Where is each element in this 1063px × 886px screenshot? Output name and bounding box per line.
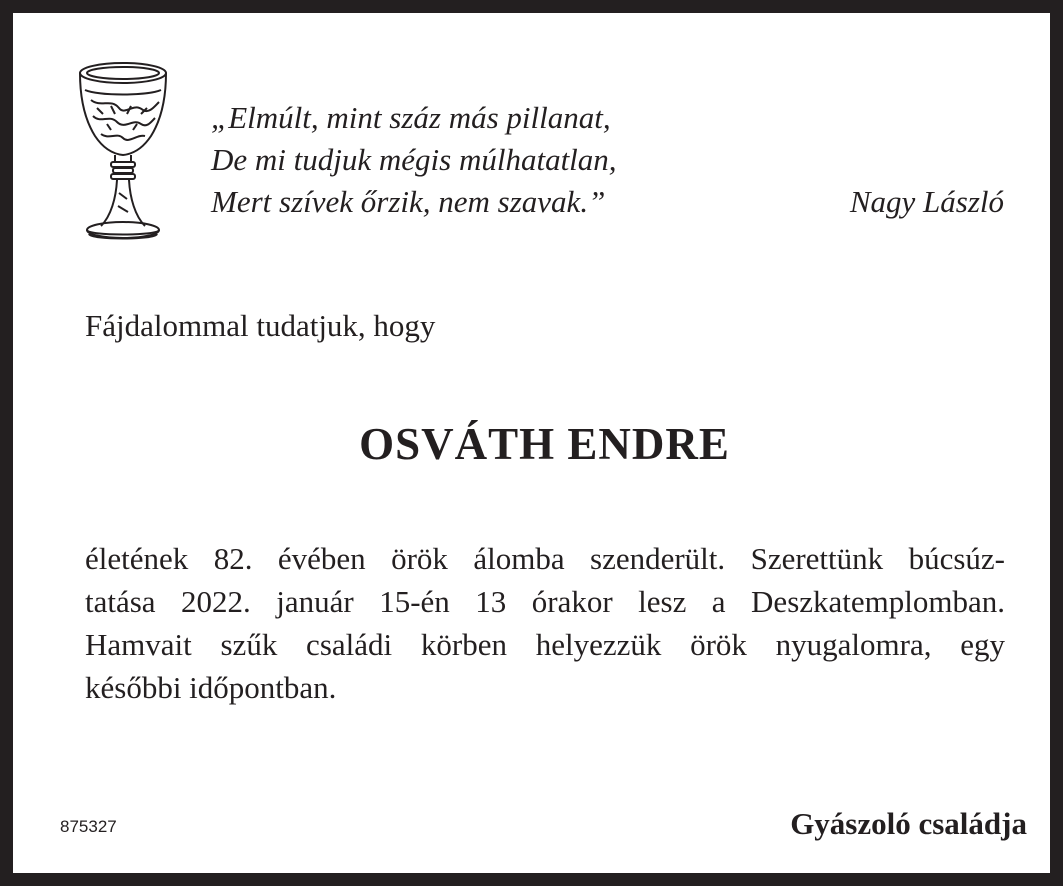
deceased-name: OSVÁTH ENDRE xyxy=(359,419,730,469)
poem-line: Mert szívek őrzik, nem szavak.” xyxy=(211,184,606,219)
announcement-body xyxy=(85,537,1005,709)
ad-code: 875327 xyxy=(60,817,117,836)
announcement-intro: Fájdalommal tudatjuk, hogy xyxy=(85,308,436,343)
signature: Gyászoló családja xyxy=(790,806,1027,841)
body-line: tatása 2022. január 15-én 13 órakor lesz a Deszkatemplomban. xyxy=(85,584,1005,619)
body-line: későbbi időpontban. xyxy=(85,670,337,705)
poem-line: De mi tudjuk mégis múlhatatlan, xyxy=(211,142,617,177)
body-line: Hamvait szűk családi körben helyezzük örök nyugalomra, egy xyxy=(85,627,1005,662)
chalice-icon xyxy=(71,58,176,243)
body-line: életének 82. évében örök álomba szenderült. Szerettünk búcsúz- xyxy=(85,541,1005,576)
poem xyxy=(211,97,771,223)
poem-author: Nagy László xyxy=(849,184,1004,219)
poem-line: „Elmúlt, mint száz más pillanat, xyxy=(211,100,611,135)
